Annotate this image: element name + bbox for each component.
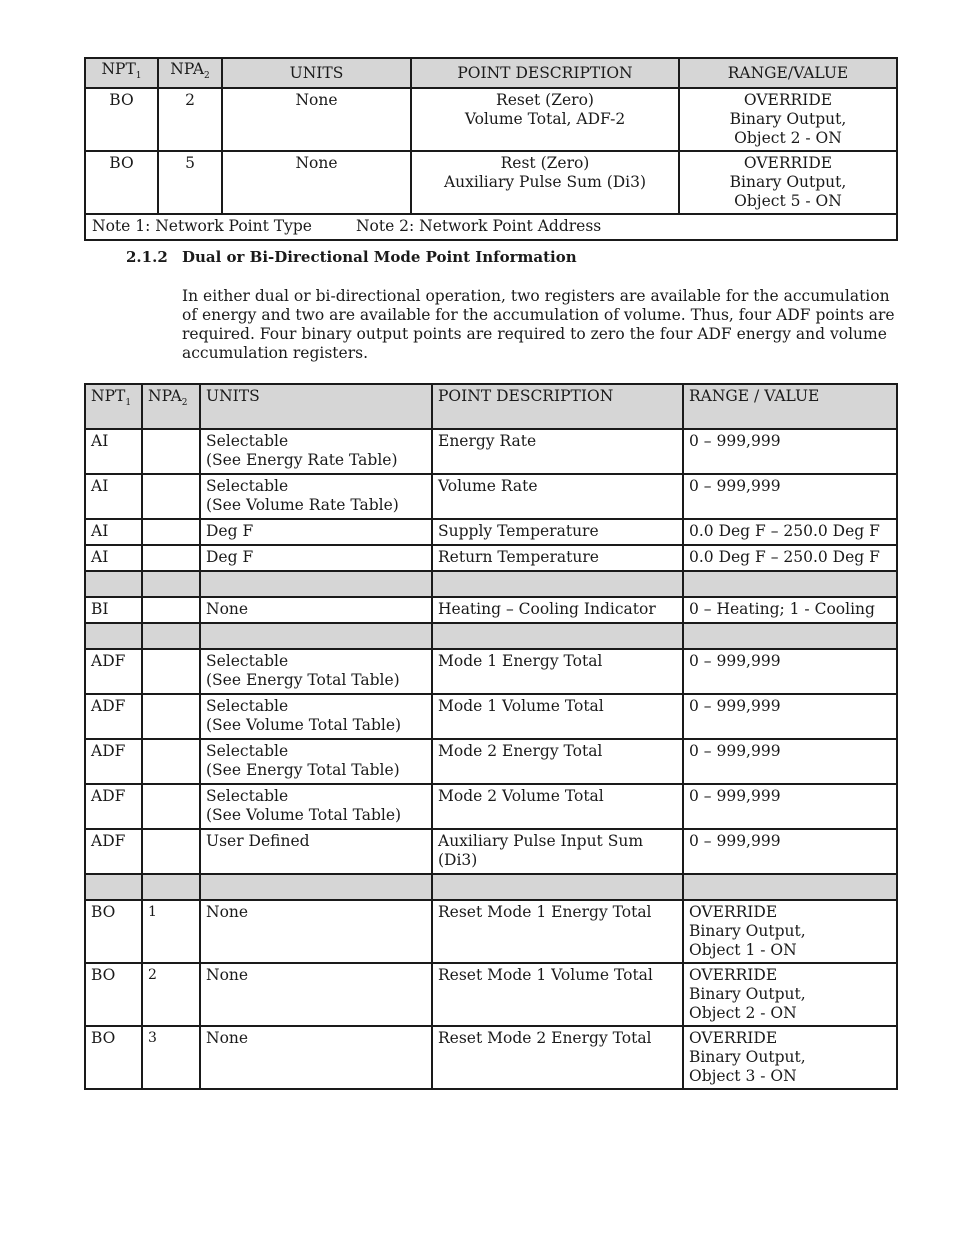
cell-units — [200, 474, 432, 519]
section-title: Dual or Bi-Directional Mode Point Information — [182, 248, 577, 266]
cell-npa — [142, 519, 200, 545]
empty-cell — [85, 623, 142, 649]
description-line: Mode 1 Volume Total — [438, 697, 604, 715]
cell-description — [432, 829, 683, 874]
cell-npt: AI — [85, 429, 142, 474]
cell-npa: 3 — [142, 1026, 200, 1089]
header-npt: $NPT_1$ — [85, 58, 158, 88]
empty-cell — [200, 623, 432, 649]
cell-range — [683, 474, 897, 519]
table-row — [85, 519, 897, 545]
description-line: Volume Rate — [438, 477, 538, 495]
units-line: (See Volume Total Table) — [206, 716, 402, 734]
cell-units — [200, 829, 432, 874]
empty-cell — [683, 623, 897, 649]
table-notes-row — [85, 214, 897, 240]
cell-npa: 2 — [142, 963, 200, 1026]
header-range-value: RANGE / VALUE — [683, 384, 897, 429]
cell-range — [683, 545, 897, 571]
units-line: None — [206, 600, 249, 618]
units-line: Selectable — [206, 652, 289, 670]
table-row — [85, 429, 897, 474]
cell-range — [683, 1026, 897, 1089]
cell-description: Rest (Zero) Auxiliary Pulse Sum (Di3) — [411, 151, 679, 214]
cell-units — [200, 545, 432, 571]
cell-npt: BO — [85, 963, 142, 1026]
cell-description — [432, 900, 683, 963]
empty-cell — [142, 623, 200, 649]
cell-npt: AI — [85, 545, 142, 571]
cell-units — [200, 649, 432, 694]
range-line: Binary Output, — [689, 1048, 806, 1066]
table-row — [85, 1026, 897, 1089]
table-row — [85, 900, 897, 963]
table-row — [85, 545, 897, 571]
cell-npa — [142, 649, 200, 694]
units-line: None — [206, 966, 249, 984]
units-line: User Defined — [206, 832, 310, 850]
cell-range — [683, 963, 897, 1026]
cell-npt: BO — [85, 151, 158, 214]
cell-npa — [142, 739, 200, 784]
cell-description — [432, 474, 683, 519]
units-line: (See Volume Rate Table) — [206, 496, 399, 514]
cell-range — [683, 694, 897, 739]
cell-units — [200, 519, 432, 545]
cell-npt: BO — [85, 900, 142, 963]
table-header-row — [85, 384, 897, 429]
units-line: (See Energy Rate Table) — [206, 451, 398, 469]
table-row — [85, 151, 897, 214]
table-row — [85, 739, 897, 784]
units-line: (See Energy Total Table) — [206, 761, 400, 779]
section-number: 2.1.2 — [126, 248, 168, 266]
table-row — [85, 474, 897, 519]
description-line: (Di3) — [438, 851, 478, 869]
cell-npt: ADF — [85, 784, 142, 829]
units-line: (See Volume Total Table) — [206, 806, 402, 824]
description-line: Auxiliary Pulse Input Sum — [438, 832, 644, 850]
cell-range — [683, 429, 897, 474]
cell-units — [200, 739, 432, 784]
range-line: 0 – Heating; 1 - Cooling — [689, 600, 875, 618]
units-line: Selectable — [206, 742, 289, 760]
range-line: 0 – 999,999 — [689, 477, 781, 495]
description-line: Reset Mode 2 Energy Total — [438, 1029, 652, 1047]
cell-range — [683, 739, 897, 784]
units-line: None — [206, 903, 249, 921]
cell-description — [432, 545, 683, 571]
empty-cell — [85, 571, 142, 597]
units-line: Deg F — [206, 548, 254, 566]
cell-npt: AI — [85, 519, 142, 545]
binary-output-table — [84, 57, 898, 241]
description-line: Supply Temperature — [438, 522, 599, 540]
cell-npa: 5 — [158, 151, 222, 214]
cell-npt: ADF — [85, 694, 142, 739]
range-line: 0.0 Deg F – 250.0 Deg F — [689, 522, 880, 540]
cell-units: None — [222, 151, 411, 214]
cell-range — [683, 597, 897, 623]
range-line: OVERRIDE — [689, 1029, 778, 1047]
description-line: Return Temperature — [438, 548, 599, 566]
cell-npa — [142, 429, 200, 474]
range-line: OVERRIDE — [689, 966, 778, 984]
separator-row — [85, 571, 897, 597]
table-row — [85, 597, 897, 623]
description-line: Reset Mode 1 Energy Total — [438, 903, 652, 921]
header-units: UNITS — [222, 58, 411, 88]
cell-description — [432, 784, 683, 829]
description-line: Heating – Cooling Indicator — [438, 600, 656, 618]
header-npa: $NPA_2$ — [142, 384, 200, 429]
note-1: Note 1: Network Point Type — [92, 217, 312, 235]
range-line: 0 – 999,999 — [689, 697, 781, 715]
empty-cell — [432, 623, 683, 649]
cell-npa — [142, 545, 200, 571]
empty-cell — [432, 571, 683, 597]
cell-units — [200, 597, 432, 623]
range-line: Object 3 - ON — [689, 1067, 797, 1085]
cell-range: OVERRIDE Binary Output, Object 5 - ON — [679, 151, 897, 214]
units-line: Selectable — [206, 477, 289, 495]
units-line: (See Energy Total Table) — [206, 671, 400, 689]
header-point-description: POINT DESCRIPTION — [432, 384, 683, 429]
empty-cell — [683, 571, 897, 597]
cell-npt: ADF — [85, 649, 142, 694]
table-header-row — [85, 58, 897, 88]
description-line: Mode 1 Energy Total — [438, 652, 603, 670]
section-heading — [126, 248, 577, 266]
cell-units — [200, 784, 432, 829]
units-line: Selectable — [206, 697, 289, 715]
table-notes — [85, 214, 897, 240]
empty-cell — [142, 874, 200, 900]
cell-description — [432, 694, 683, 739]
description-line: Energy Rate — [438, 432, 537, 450]
cell-npt: AI — [85, 474, 142, 519]
header-units: UNITS — [200, 384, 432, 429]
units-line: Deg F — [206, 522, 254, 540]
range-line: Binary Output, — [689, 985, 806, 1003]
cell-range — [683, 900, 897, 963]
empty-cell — [200, 874, 432, 900]
cell-description — [432, 597, 683, 623]
header-range-value: RANGE/VALUE — [679, 58, 897, 88]
cell-description — [432, 519, 683, 545]
empty-cell — [432, 874, 683, 900]
cell-npt: BO — [85, 88, 158, 151]
dual-mode-point-table — [84, 383, 898, 1090]
description-line: Mode 2 Energy Total — [438, 742, 603, 760]
description-line: Reset Mode 1 Volume Total — [438, 966, 653, 984]
cell-units — [200, 694, 432, 739]
cell-units: None — [222, 88, 411, 151]
range-line: 0 – 999,999 — [689, 432, 781, 450]
header-npt: $NPT_1$ — [85, 384, 142, 429]
units-line: Selectable — [206, 432, 289, 450]
cell-range — [683, 649, 897, 694]
separator-row — [85, 874, 897, 900]
cell-units — [200, 429, 432, 474]
cell-range — [683, 829, 897, 874]
cell-npa — [142, 474, 200, 519]
table-row — [85, 784, 897, 829]
range-line: Object 1 - ON — [689, 941, 797, 959]
range-line: 0 – 999,999 — [689, 832, 781, 850]
cell-range: OVERRIDE Binary Output, Object 2 - ON — [679, 88, 897, 151]
units-line: Selectable — [206, 787, 289, 805]
table-row — [85, 88, 897, 151]
cell-description — [432, 649, 683, 694]
cell-description — [432, 429, 683, 474]
cell-npt: BI — [85, 597, 142, 623]
units-line: None — [206, 1029, 249, 1047]
cell-range — [683, 519, 897, 545]
empty-cell — [683, 874, 897, 900]
range-line: 0 – 999,999 — [689, 787, 781, 805]
cell-description: Reset (Zero) Volume Total, ADF-2 — [411, 88, 679, 151]
cell-description — [432, 963, 683, 1026]
cell-units — [200, 963, 432, 1026]
cell-npa: 2 — [158, 88, 222, 151]
cell-npt: ADF — [85, 739, 142, 784]
description-line: Mode 2 Volume Total — [438, 787, 604, 805]
cell-units — [200, 900, 432, 963]
empty-cell — [200, 571, 432, 597]
section-paragraph: In either dual or bi-directional operation, two registers are available for the accumulation of energy and two are available for the accumulation of volume. Thus, four ADF points are required. Four binary output points are required to zero the four ADF energy and volume accumulation registers. — [182, 287, 895, 362]
cell-npt: ADF — [85, 829, 142, 874]
table-row — [85, 694, 897, 739]
table-row — [85, 963, 897, 1026]
range-line: Binary Output, — [689, 922, 806, 940]
table-row — [85, 649, 897, 694]
note-2: Note 2: Network Point Address — [355, 217, 602, 235]
header-npa: $NPA_2$ — [158, 58, 222, 88]
range-line: OVERRIDE — [689, 903, 778, 921]
cell-description — [432, 739, 683, 784]
range-line: 0 – 999,999 — [689, 652, 781, 670]
range-line: 0.0 Deg F – 250.0 Deg F — [689, 548, 880, 566]
cell-description — [432, 1026, 683, 1089]
range-line: Object 2 - ON — [689, 1004, 797, 1022]
cell-npa — [142, 829, 200, 874]
empty-cell — [142, 571, 200, 597]
table-row — [85, 829, 897, 874]
cell-npa — [142, 597, 200, 623]
cell-npa — [142, 694, 200, 739]
range-line: 0 – 999,999 — [689, 742, 781, 760]
separator-row — [85, 623, 897, 649]
cell-npa — [142, 784, 200, 829]
cell-units — [200, 1026, 432, 1089]
cell-npa: 1 — [142, 900, 200, 963]
header-point-description: POINT DESCRIPTION — [411, 58, 679, 88]
cell-npt: BO — [85, 1026, 142, 1089]
empty-cell — [85, 874, 142, 900]
cell-range — [683, 784, 897, 829]
